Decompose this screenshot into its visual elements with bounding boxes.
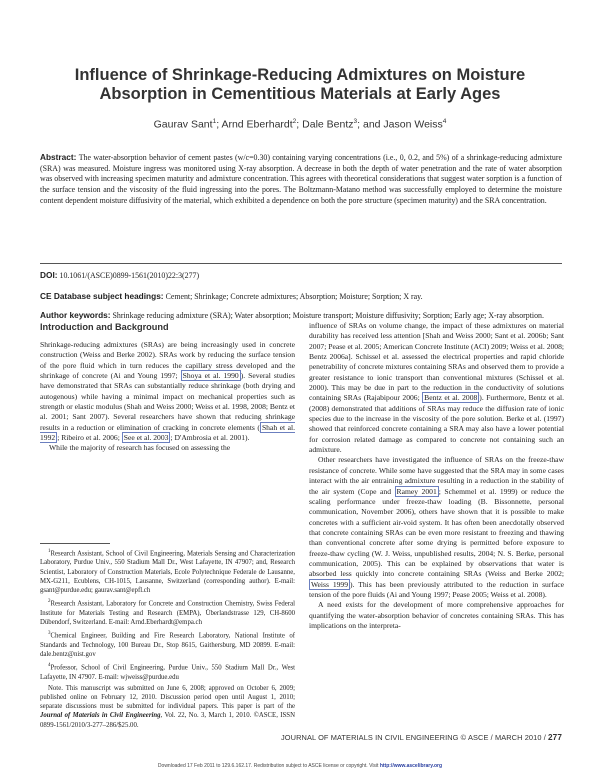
paragraph: Other researchers have investigated the influence of SRAs on the freeze-thaw resistance of concrete. While some have suggested that the SRA may in some cases interact with the air entraining admixture resulting in a reduction in the stability of the air system (Cope and Ramey 2001 ; Schemmel et al. 1999) or reduce the scaling performance under freeze-thaw loading (B. Bissonnette, personal communication, November 2006), others have shown that it is possible to make concretes with a sufficient air-void system. It has often been anecdotally observed that concrete containing SRAs can be even more resistant to freezing and thawing than conventional concrete after some drying is permitted before exposure to freeze-thaw cycling (W. J. Weiss, unpublished results, 2004; N. S. Berke, personal communication, 2005). This can be explained by observations that water is absorbed less quickly into concrete containing SRAs (Weiss and Berke 2002; Weiss 1999 ). This has been previously attributed to the reduction in surface tension of the pore fluids (Ai and Young 1997; Pease 2005; Weiss et al. 2008). — [309, 455, 564, 599]
journal-citation: JOURNAL OF MATERIALS IN CIVIL ENGINEERING © ASCE / MARCH 2010 / — [281, 733, 546, 742]
reference-link[interactable]: Ramey 2001 — [396, 486, 437, 496]
abstract-label: Abstract: — [40, 152, 77, 162]
library-link[interactable]: http://www.ascelibrary.org — [379, 763, 443, 769]
divider — [40, 263, 562, 264]
journal-footer — [281, 733, 562, 742]
footnotes — [40, 547, 295, 732]
page-number: 277 — [548, 733, 562, 742]
reference-link[interactable]: Shah et al. 1992 — [40, 422, 296, 443]
author-list: Gaurav Sant$^1$; Arnd Eberhardt$^2$; Dale Bentz$^3$; and Jason Weiss$^4$ — [153, 118, 447, 131]
reference-link[interactable]: Shoya et al. 1990 — [182, 371, 239, 381]
left-column — [40, 340, 295, 454]
right-column — [309, 321, 564, 631]
reference-link[interactable]: Weiss 1999 — [311, 579, 349, 589]
title-line-2: Absorption in Cementitious Materials at Early Ages — [99, 85, 501, 103]
keywords-label: Author keywords: — [40, 310, 111, 320]
paragraph: influence of SRAs on volume change, the impact of these admixtures on material durability has received less attention [Shah and Weiss 2000; Sant et al. 2006b; Sant 2007; Pease et al. 2005; American Concrete Institute (ACI) 2009; Weiss et al. 2008; Bentz 2006a]. Schissel et al. assessed the electrical properties and rapid chloride penetrability of concrete mixtures containing SRAs and observed them to provide a greater resistance to ionic transport than conventional mixtures (Schissel et al. 2000). This may be due in part to the reduction in the conductivity of solutions containing SRAs (Rajabipour 2006; Bentz et al. 2008 ). Furthermore, Bentz et al. (2008) demonstrated that additions of SRAs may reduce the diffusion rate of ionic species due to the increase in the viscosity of the pore solution. Berke et al. (1997) showed that reinforced concrete containing a SRA may also have a lower potential for corrosion related damage as compared to concrete not containing such an admixture. — [309, 321, 564, 455]
keywords-text: Shrinkage reducing admixture (SRA); Water absorption; Moisture transport; Moisture diffusivity; Sorption; Early age; X-ray absorption. — [112, 311, 544, 320]
paper-title — [40, 66, 560, 104]
abstract — [40, 152, 562, 207]
doi-label: DOI: — [40, 270, 58, 280]
paragraph: Shrinkage-reducing admixtures (SRAs) are being increasingly used in concrete construction (Weiss and Berke 2002). SRAs work by reducing the surface tension of the pore fluid which in turn reduces the capillary stress developed and the shrinkage of concrete (Ai and Young 1997; Shoya et al. 1990 ). Several studies have demonstrated that SRAs can substantially reduce shrinkage (both drying and autogenous) while having a minimal impact on mechanical properties such as strength or elastic modulus (Shah and Weiss 2000; Weiss et al. 1998, 2008; Bentz et al. 2001; Sant 2007). Several researchers have shown that reducing shrinkage results in a reduction or elimination of cracking in concrete elements ( Shah et al. 1992 ; Ribeiro et al. 2006; See et al. 2003 ; D'Ambrosia et al. 2001). — [40, 340, 296, 443]
submission-note: Note. This manuscript was submitted on June 6, 2008; approved on October 6, 2009; published online on February 12, 2010. Discussion period open until August 1, 2010; separate discussions must be submitted for individual papers. This paper is part of the Journal of Materials in Civil Engineering, Vol. 22, No. 3, March 1, 2010. ©ASCE, ISSN 0899-1561/2010/3-277–286/$25.00. — [40, 684, 295, 729]
footnote: $^1$Research Assistant, School of Civil Engineering, Materials Sensing and Characterization Laboratory, Purdue Univ., 550 Stadium Mall Dr., West Lafayette, IN 47907; and, Research Scientist, Laboratory of Construction Materials, Ecole Polytechnique Federale de Lausanne, MX-G211, Ecublens, CH-1015, Lausanne, Switzerland (corresponding author). E-mail: gsant@purdue.edu; gaurav.sant@epfl.ch — [40, 549, 295, 595]
author-name: Arnd Eberhardt — [221, 118, 293, 131]
doi-value[interactable]: 10.1061/(ASCE)0899-1561(2010)22:3(277) — [59, 271, 200, 280]
footnote: $^4$Professor, School of Civil Engineering, Purdue Univ., 550 Stadium Mall Dr., West Lafayette, IN 47907. E-mail: wjweiss@purdue.edu — [40, 663, 295, 681]
title-line-1: Influence of Shrinkage-Reducing Admixtures on Moisture — [74, 66, 526, 84]
footnote-divider — [40, 543, 110, 544]
doi — [40, 270, 562, 282]
author-keywords — [40, 310, 562, 322]
reference-link[interactable]: See et al. 2003 — [123, 433, 169, 443]
section-heading: Introduction and Background — [40, 322, 169, 332]
reference-link[interactable]: Bentz et al. 2008 — [424, 393, 478, 403]
ce-subject-headings — [40, 291, 562, 303]
author-name: Gaurav Sant — [153, 118, 213, 131]
download-text: Downloaded 17 Feb 2011 to 129.6.162.17. Redistribution subject to ASCE license or copyright. Visit — [157, 763, 380, 769]
footnote: $^2$Research Assistant, Laboratory for Concrete and Construction Chemistry, Swiss Federal Institute for Materials Testing and Research (EMPA), Überlandstrasse 129, CH-8600 Dübendorf, Switzerland. E-mail: Arnd.Eberhardt@empa.ch — [40, 599, 295, 626]
paragraph: A need exists for the development of more comprehensive approaches for quantifying the water-absorption behavior of concretes containing SRAs. This has implications on the interpreta- — [309, 600, 564, 630]
abstract-text: The water-absorption behavior of cement pastes (w/c=0.30) containing varying concentrations (i.e., 0, 0.2, and 5%) of a shrinkage-reducing admixture (SRA) was measured. Moisture ingress was monitored using X-ray absorption. A decrease in both the depth of water penetration and the rate of water absorption was observed with increasing specimen maturity and admixture concentration. This agrees with theoretical considerations that suggest water sorption is a function of the surface tension and the viscosity of the fluid ingressing into the pores. The Boltzmann-Matano method was successfully employed to determine the moisture content dependent moisture diffusivity of the material, which exhibited a dependence on both the pore structure (specimen maturity) and the SRA concentration. — [40, 153, 562, 205]
author-name: Dale Bentz — [302, 118, 354, 131]
footnote: $^3$Chemical Engineer, Building and Fire Research Laboratory, National Institute of Standards and Technology, 100 Bureau Dr., Stop 8615, Gaithersburg, MD 20899. E-mail: dale.bentz@nist.gov — [40, 631, 295, 658]
paragraph: While the majority of research has focused on assessing the — [49, 443, 231, 453]
author-name: Jason Weiss — [383, 118, 443, 131]
ce-headings-label: CE Database subject headings: — [40, 291, 164, 301]
ce-headings-text: Cement; Shrinkage; Concrete admixtures; Absorption; Moisture; Sorption; X ray. — [165, 292, 423, 301]
download-notice — [0, 763, 600, 769]
